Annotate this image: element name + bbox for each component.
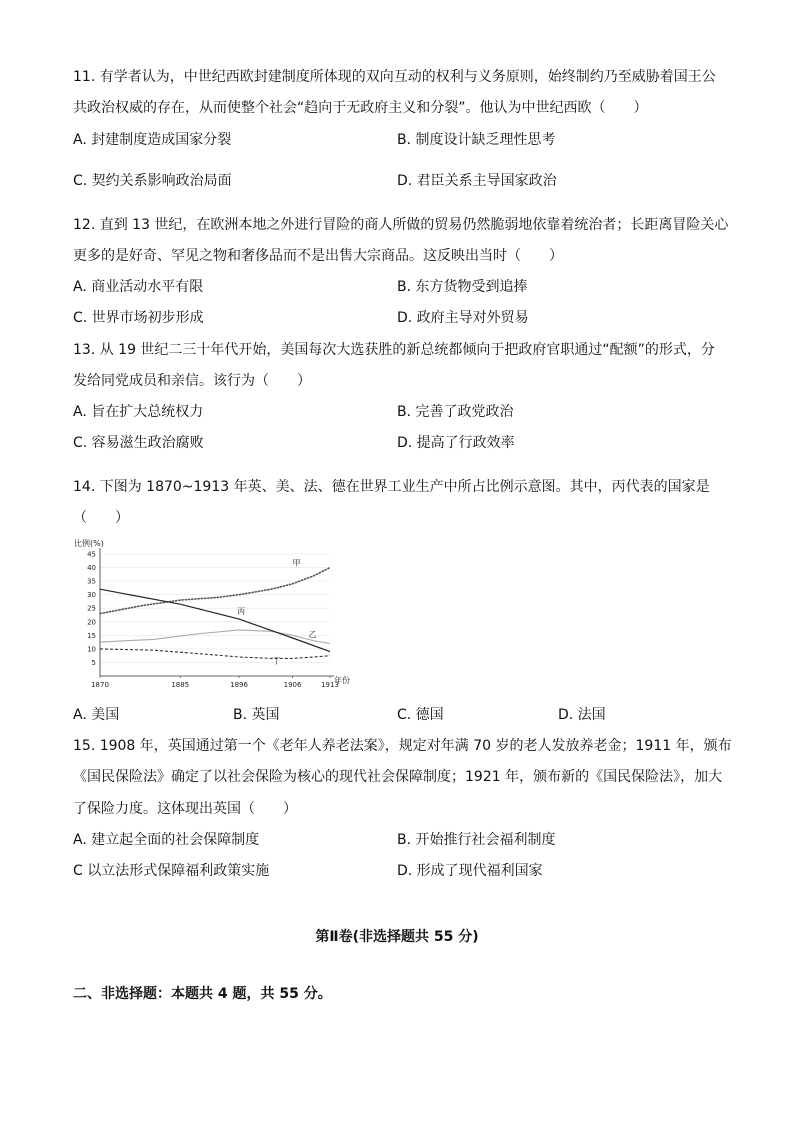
chart-x-tick-label: 1870 (91, 681, 109, 689)
chart-y-tick-label: 45 (87, 550, 96, 559)
chart-x-tick-label: 1913 (321, 681, 339, 689)
chart-series-line-1 (100, 568, 330, 617)
q13-option-c: C. 容易滋生政治腐败 (73, 435, 204, 451)
chart-y-tick-label: 15 (87, 631, 96, 640)
chart-y-axis-label: 比例(%) (74, 539, 104, 548)
q11-option-a: A. 封建制度造成国家分裂 (73, 132, 232, 148)
section2-heading: 二、非选择题：本题共 4 题，共 55 分。 (73, 986, 332, 1002)
q14-stem-line2: （ ） (73, 510, 129, 526)
q13-stem-line2: 发给同党成员和亲信。该行为（ ） (73, 373, 311, 389)
chart-y-tick-label: 25 (87, 604, 96, 613)
q11-stem-line1: 11. 有学者认为，中世纪西欧封建制度所体现的双向互动的权利与义务原则，始终制约乃至威胁着国王公 (73, 69, 716, 85)
q15-option-c: C 以立法形式保障福利政策实施 (73, 863, 270, 879)
q15-option-b: B. 开始推行社会福利制度 (397, 832, 556, 848)
q13-option-a: A. 旨在扩大总统权力 (73, 404, 204, 420)
q14-option-a: A. 美国 (73, 707, 120, 723)
chart-x-tick-label: 1896 (230, 681, 248, 689)
chart-y-tick-label: 40 (87, 564, 96, 573)
q11-option-d: D. 君臣关系主导国家政治 (397, 173, 557, 189)
q13-option-d: D. 提高了行政效率 (397, 435, 515, 451)
chart-series-label-3: 丙 (237, 607, 246, 617)
q14-option-d: D. 法国 (558, 707, 606, 723)
part2-title: 第Ⅱ卷(非选择题共 55 分) (315, 929, 479, 945)
industrial-share-line-chart (72, 536, 362, 690)
chart-series-line-3 (100, 589, 330, 651)
chart-y-tick-label: 10 (87, 645, 96, 654)
chart-series-line-2 (100, 630, 330, 644)
q12-stem-line2: 更多的是好奇、罕见之物和奢侈品而不是出售大宗商品。这反映出当时（ ） (73, 248, 563, 264)
chart-y-tick-label: 20 (87, 618, 96, 627)
q12-option-a: A. 商业活动水平有限 (73, 279, 204, 295)
chart-y-tick-label: 35 (87, 577, 96, 586)
q13-option-b: B. 完善了政党政治 (397, 404, 514, 420)
q14-stem-line1: 14. 下图为 1870~1913 年英、美、法、德在世界工业生产中所占比例示意图。其中，丙代表的国家是 (73, 479, 710, 495)
q14-option-b: B. 英国 (233, 707, 280, 723)
q15-option-a: A. 建立起全面的社会保障制度 (73, 832, 260, 848)
chart-x-tick-label: 1885 (171, 681, 190, 689)
chart-series-label-4: 丁 (272, 656, 281, 666)
q11-stem-line2: 共政治权威的存在，从而使整个社会“趋向于无政府主义和分裂”。他认为中世纪西欧（ ） (73, 100, 648, 116)
chart-x-tick-label: 1906 (283, 681, 302, 689)
q11-option-b: B. 制度设计缺乏理性思考 (397, 132, 556, 148)
q12-option-d: D. 政府主导对外贸易 (397, 310, 529, 326)
chart-x-axis-label: 年份 (334, 676, 350, 685)
q12-option-c: C. 世界市场初步形成 (73, 310, 204, 326)
q15-stem-line3: 了保险力度。这体现出英国（ ） (73, 801, 297, 817)
q12-option-b: B. 东方货物受到追捧 (397, 279, 528, 295)
q15-option-d: D. 形成了现代福利国家 (397, 863, 543, 879)
q15-stem-line2: 《国民保险法》确定了以社会保险为核心的现代社会保障制度；1921 年，颁布新的《国民保险法》，加大 (73, 769, 723, 785)
q13-stem-line1: 13. 从 19 世纪二三十年代开始，美国每次大选获胜的新总统都倾向于把政府官职通过“配额”的形式，分 (73, 342, 715, 358)
chart-y-tick-label: 30 (87, 591, 96, 600)
chart-series-line-4 (100, 649, 330, 659)
q14-option-c: C. 德国 (397, 707, 444, 723)
q12-stem-line1: 12. 直到 13 世纪，在欧洲本地之外进行冒险的商人所做的贸易仍然脆弱地依靠着统治者；长距离冒险关心 (73, 217, 729, 233)
chart-series-label-2: 乙 (308, 629, 317, 639)
q15-stem-line1: 15. 1908 年，英国通过第一个《老年人养老法案》，规定对年满 70 岁的老人发放养老金；1911 年，颁布 (73, 738, 732, 754)
q11-option-c: C. 契约关系影响政治局面 (73, 173, 232, 189)
chart-y-tick-label: 5 (91, 658, 96, 667)
chart-series-label-1: 甲 (292, 558, 301, 568)
